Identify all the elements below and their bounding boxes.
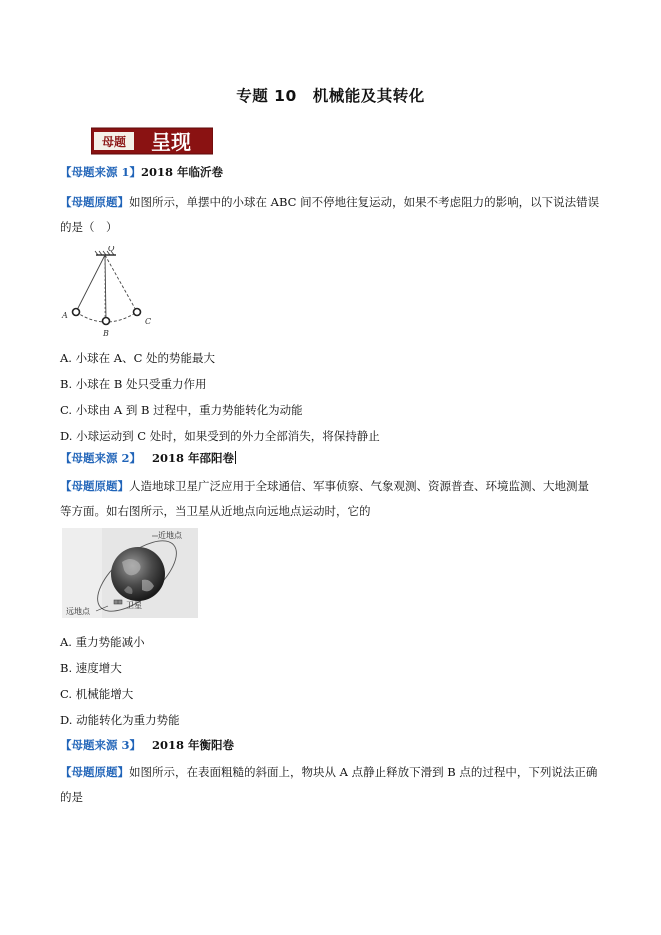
- ball-b: [103, 318, 110, 325]
- q1-source-tag: 【母题来源 1】: [60, 165, 142, 179]
- q1-option-b: B. 小球在 B 处只受重力作用: [60, 377, 207, 391]
- q1-source-text: 2018 年临沂卷: [141, 165, 224, 179]
- q2-question-line2: 等方面。如右图所示，当卫星从近地点向远地点运动时，它的: [60, 504, 371, 518]
- q1-source: [60, 164, 223, 180]
- q1-question-line1: [60, 194, 599, 210]
- q1-option-c: C. 小球由 A 到 B 过程中，重力势能转化为动能: [60, 403, 303, 417]
- label-a: A: [62, 311, 68, 320]
- banner-graphic: [91, 126, 213, 156]
- q2-question-tag: 【母题原题】: [60, 479, 129, 493]
- q3-question-text: 如图所示，在表面粗糙的斜面上，物块从 A 点静止释放下滑到 B 点的过程中，下列说法正确: [129, 765, 598, 779]
- q3-question-line1: [60, 764, 597, 780]
- q1-question-tag: 【母题原题】: [60, 195, 129, 209]
- label-near: 近地点: [158, 531, 182, 540]
- label-o: O: [108, 246, 115, 253]
- section-banner: [91, 126, 213, 156]
- q2-question-line1: [60, 478, 589, 494]
- q3-question-tag: 【母题原题】: [60, 765, 129, 779]
- page-title: 专题 10 机械能及其转化: [236, 87, 425, 105]
- earth: [111, 547, 165, 601]
- banner-part2: 呈现: [151, 130, 191, 154]
- q2-source-text: 2018 年邵阳卷: [151, 451, 234, 465]
- q2-option-b: B. 速度增大: [60, 661, 122, 675]
- q1-option-a: A. 小球在 A、C 处的势能最大: [60, 351, 216, 365]
- q2-option-d: D. 动能转化为重力势能: [60, 713, 180, 727]
- q3-source-tag: 【母题来源 3】: [60, 738, 142, 752]
- q2-question-text: 人造地球卫星广泛应用于全球通信、军事侦察、气象观测、资源普查、环境监测、大地测量: [129, 479, 589, 493]
- satellite-figure: [62, 528, 198, 622]
- q3-question-line2: 的是: [60, 790, 83, 804]
- q1-question-line2: 的是（ ）: [60, 220, 118, 234]
- pendulum-figure: [58, 246, 168, 350]
- q2-option-c: C. 机械能增大: [60, 687, 134, 701]
- label-b: B: [103, 329, 109, 338]
- satellite-icon: [114, 600, 122, 604]
- label-far: 远地点: [66, 607, 90, 616]
- q2-source-tag: 【母题来源 2】: [60, 451, 142, 465]
- q1-question-text: 如图所示，单摆中的小球在 ABC 间不停地往复运动，如果不考虑阻力的影响，以下说法错误: [129, 195, 600, 209]
- q3-source-text: 2018 年衡阳卷: [151, 738, 234, 752]
- text-cursor: [235, 451, 236, 464]
- q2-option-a: A. 重力势能减小: [60, 635, 145, 649]
- q3-source: [60, 737, 234, 753]
- q2-source: [60, 450, 236, 466]
- label-sat: 卫星: [126, 601, 142, 610]
- label-c: C: [145, 317, 152, 326]
- ball-c: [134, 309, 141, 316]
- ball-a: [73, 309, 80, 316]
- q1-option-d: D. 小球运动到 C 处时，如果受到的外力全部消失，将保持静止: [60, 429, 380, 443]
- banner-part1: 母题: [101, 135, 127, 149]
